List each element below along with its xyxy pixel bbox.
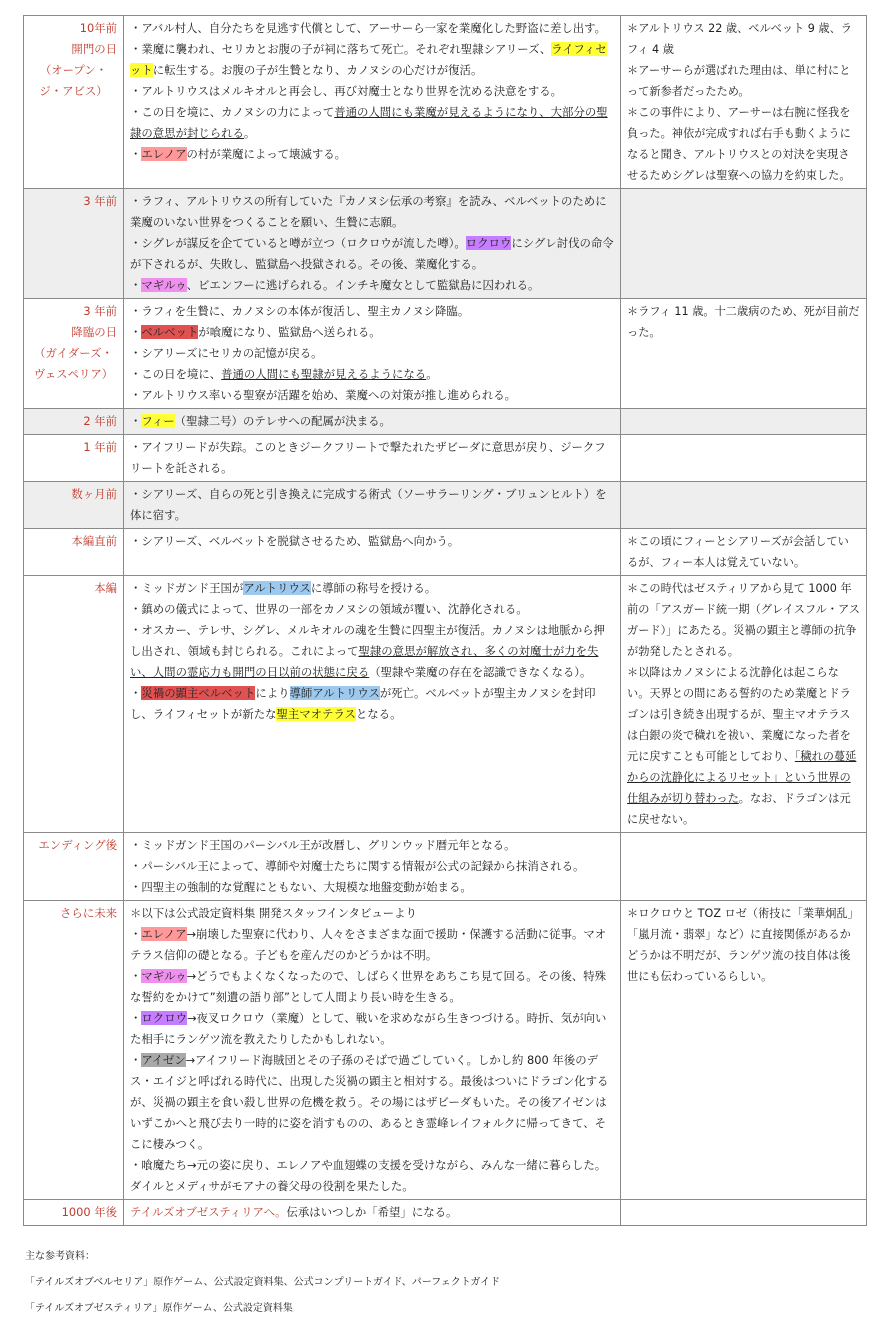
text-segment: （聖隷や業魔の存在を認識できなくなる）。 <box>369 665 592 679</box>
event-line <box>130 437 614 479</box>
era-sublabel: ジ・アビス） <box>39 84 108 98</box>
notes-cell <box>621 529 867 576</box>
note-line <box>627 578 860 662</box>
highlighted-name: ベルベット <box>141 325 199 339</box>
timeline-row <box>24 833 867 901</box>
text-segment: が死亡。ベルベットが聖主カノヌシを封印し、ライフィセットが新たな <box>130 686 596 721</box>
era-cell <box>24 833 124 901</box>
text-segment: →崩壊した聖寮に代わり、人々をさまざまな面で援助・保護する活動に従事。マオテラス信仰の礎となる。子どもを産んだのかどうかは不明。 <box>130 927 607 962</box>
text-segment: ＊アルトリウス 22 歳、ベルベット 9 歳、ラフィ 4 歳 <box>627 22 852 56</box>
timeline-row <box>24 189 867 299</box>
event-line <box>130 364 614 385</box>
timeline-row <box>24 529 867 576</box>
era-cell <box>24 482 124 529</box>
highlighted-name: 災禍の顕主ベルベット <box>141 686 256 700</box>
highlighted-name: アルトリウス <box>243 581 311 595</box>
timeline-row <box>24 482 867 529</box>
event-line <box>130 599 614 620</box>
text-segment: 伝承はいつしか「希望」になる。 <box>286 1205 458 1219</box>
event-line <box>130 484 614 526</box>
highlighted-name: マギルゥ <box>141 969 187 983</box>
text-segment: →アイフリード海賊団とその子孫のそばで過ごしていく。しかし約 800 年後のデス・エイジと呼ばれる時代に、出現した災禍の顕主と相対する。最後はついにドラゴン化するが、災禍の顕主を食い殺し世界の危機を救う。その場にはザビーダもいた。その後アイゼンはいずこかへと飛び去り一時的に姿を消すものの、あるとき霊峰レイフォルクに帰ってきて、そこに棲みつく。 <box>130 1053 609 1151</box>
era-label: さらに未来 <box>60 906 117 920</box>
text-segment: ・ラフィ、アルトリウスの所有していた『カノヌシ伝承の考察』を読み、ベルベットのために業魔のいない世界をつくることを願い、生贄に志願。 <box>130 194 607 229</box>
text-segment: ・ <box>130 414 142 428</box>
reference-item: 「テイルズオブベルセリア」原作ゲーム、公式設定資料集、公式コンプリートガイド、パーフェクトガイド <box>25 1277 501 1288</box>
event-line <box>130 877 614 898</box>
timeline-row <box>24 901 867 1200</box>
era-label: エンディング後 <box>38 838 117 852</box>
text-segment: が喰魔になり、監獄島へ送られる。 <box>198 325 381 339</box>
text-segment: ・ラフィを生贄に、カノヌシの本体が復活し、聖主カノヌシ降臨。 <box>130 304 470 318</box>
event-line <box>130 1050 614 1155</box>
event-line <box>130 233 614 275</box>
event-line <box>130 322 614 343</box>
note-line <box>627 531 860 573</box>
text-segment: ＊この事件により、アーサーは右腕に怪我を負った。神依が完成すれば右手も動くようになると聞き、アルトリウスとの対決を実現させるためシグレは聖寮への協力を約束した。 <box>627 106 851 182</box>
timeline-row <box>24 1200 867 1226</box>
event-line <box>130 343 614 364</box>
event-line <box>130 966 614 1008</box>
event-line <box>130 1008 614 1050</box>
event-line <box>130 620 614 683</box>
era-cell <box>24 1200 124 1226</box>
text-segment: の村が業魔によって壊滅する。 <box>186 147 346 161</box>
events-cell <box>124 435 621 482</box>
text-segment: ・喰魔たち→元の姿に戻り、エレノアや血翅蝶の支援を受けながら、みんな一緒に暮らした。ダイルとメディサがモアナの養父母の役割を果たした。 <box>130 1158 607 1193</box>
note-line <box>627 102 860 186</box>
notes-cell <box>621 189 867 299</box>
text-segment: ・この日を境に、カノヌシの力によって <box>130 105 335 119</box>
notes-cell <box>621 482 867 529</box>
era-sublabel: （ガイダーズ・ <box>34 346 113 360</box>
era-cell <box>24 189 124 299</box>
events-cell <box>124 529 621 576</box>
note-line <box>627 60 860 102</box>
era-label: 3 年前 <box>83 304 117 318</box>
era-label: 本編直前 <box>71 534 117 548</box>
text-segment: ・ミッドガンド王国が <box>130 581 244 595</box>
events-cell <box>124 901 621 1200</box>
era-cell <box>24 409 124 435</box>
era-label: 数ヶ月前 <box>71 487 117 501</box>
events-cell <box>124 1200 621 1226</box>
text-segment: ・ <box>130 1053 142 1067</box>
event-line <box>130 275 614 296</box>
text-segment: ＊この時代はゼスティリアから見て 1000 年前の「アスガード統一期（グレイスフル・アスガード）」にあたる。災禍の顕主と導師の抗争が勃発したとされる。 <box>627 582 860 658</box>
text-segment: ・四聖主の強制的な覚醒にともない、大規模な地盤変動が始まる。 <box>130 880 472 894</box>
event-line <box>130 1155 614 1197</box>
text-segment: ・ <box>130 927 142 941</box>
note-line <box>627 903 860 987</box>
era-label: 1 年前 <box>83 440 117 454</box>
highlighted-name: フィー <box>141 414 175 428</box>
notes-cell <box>621 576 867 833</box>
text-segment: ・パーシバル王によって、導師や対魔士たちに関する情報が公式の記録から抹消される。 <box>130 859 585 873</box>
text-segment: ・シアリーズ、ベルベットを脱獄させるため、監獄島へ向かう。 <box>130 534 460 548</box>
event-line <box>130 39 614 81</box>
timeline-body <box>24 16 867 1226</box>
event-line <box>130 18 614 39</box>
events-cell <box>124 576 621 833</box>
events-cell <box>124 299 621 409</box>
timeline-row <box>24 435 867 482</box>
era-label: 10年前 <box>79 21 117 35</box>
events-cell <box>124 189 621 299</box>
text-segment: ・シアリーズにセリカの記憶が戻る。 <box>130 346 323 360</box>
event-line <box>130 301 614 322</box>
text-segment: ・アバル村人、自分たちを見逃す代償として、アーサーら一家を業魔化した野盗に差し出す。 <box>130 21 607 35</box>
event-line <box>130 578 614 599</box>
timeline-row <box>24 576 867 833</box>
event-line <box>130 683 614 725</box>
references <box>25 1244 500 1322</box>
text-segment: ・アイフリードが失踪。このときジークフリートで撃たれたザビーダに意思が戻り、ジークフリートを託される。 <box>130 440 606 475</box>
era-cell <box>24 576 124 833</box>
text-segment: →夜叉ロクロウ（業魔）として、戦いを求めながら生きつづける。時折、気が向いた相手にランゲツ流を教えたりしたかもしれない。 <box>130 1011 607 1046</box>
highlighted-name: ライフィセット <box>130 42 607 77</box>
text-segment: ・ <box>130 686 142 700</box>
text-segment: ・ <box>130 325 142 339</box>
note-line <box>627 662 860 830</box>
highlighted-name: マギルゥ <box>141 278 187 292</box>
era-cell <box>24 529 124 576</box>
timeline-row <box>24 409 867 435</box>
event-line <box>130 411 614 432</box>
underlined-text: 「穢れの蔓延からの沈静化によるリセット」という世界の仕組みが切り替わった <box>627 750 857 805</box>
text-segment: ・シアリーズ、自らの死と引き換えに完成する術式（ソーサラーリング・ブリュンヒルト）を体に宿す。 <box>130 487 607 522</box>
era-label: 1000 年後 <box>61 1205 117 1219</box>
underlined-text: 普通の人間にも聖隷が見えるようになる <box>221 367 427 381</box>
event-line <box>130 531 614 552</box>
era-cell <box>24 901 124 1200</box>
era-label: 2 年前 <box>83 414 117 428</box>
text-segment: ＊この頃にフィーとシアリーズが会話しているが、フィー本人は覚えていない。 <box>627 535 849 569</box>
timeline-row <box>24 16 867 189</box>
red-text: テイルズオブゼスティリアへ。 <box>130 1205 287 1219</box>
event-line <box>130 903 614 924</box>
notes-cell <box>621 299 867 409</box>
text-segment: ・業魔に襲われ、セリカとお腹の子が祠に落ちて死亡。それぞれ聖隷シアリーズ、 <box>130 42 552 56</box>
highlighted-name: ロクロウ <box>465 236 512 250</box>
highlighted-name: ロクロウ <box>141 1011 187 1025</box>
era-sublabel: ヴェスペリア） <box>33 367 114 381</box>
underlined-text: 普通の人間にも業魔が見えるようになり、大部分の聖隷の意思が封じられる <box>130 105 608 140</box>
era-sublabel: 開門の日 <box>71 42 117 56</box>
notes-cell <box>621 16 867 189</box>
events-cell <box>124 482 621 529</box>
era-cell <box>24 435 124 482</box>
era-sublabel: 降臨の日 <box>71 325 117 339</box>
event-line <box>130 856 614 877</box>
highlighted-name: 導師アルトリウス <box>289 686 380 700</box>
notes-cell <box>621 1200 867 1226</box>
timeline-row <box>24 299 867 409</box>
event-line <box>130 144 614 165</box>
text-segment: 。 <box>243 126 256 140</box>
text-segment: →どうでもよくなくなったので、しばらく世界をあちこち見て回る。その後、特殊な誓約をかけて”刻遺の語り部”として人間より長い時を生きる。 <box>130 969 607 1004</box>
text-segment: ・アルトリウス率いる聖寮が活躍を始め、業魔への対策が推し進められる。 <box>130 388 517 402</box>
text-segment: により <box>255 686 290 700</box>
highlighted-name: 聖主マオテラス <box>276 707 356 721</box>
text-segment: ＊以下は公式設定資料集 開発スタッフインタビューより <box>130 906 417 920</box>
notes-cell <box>621 409 867 435</box>
text-segment: ＊アーサーらが選ばれた理由は、単に村にとって新参者だったため。 <box>627 64 851 98</box>
text-segment: ・ミッドガンド王国のパーシバル王が改暦し、グリンウッド暦元年となる。 <box>130 838 516 852</box>
notes-cell <box>621 833 867 901</box>
text-segment: ・この日を境に、 <box>130 367 222 381</box>
event-line <box>130 81 614 102</box>
event-line <box>130 385 614 406</box>
events-cell <box>124 16 621 189</box>
text-segment: ・オスカー、テレサ、シグレ、メルキオルの魂を生贄に四聖主が復活。カノヌシは地脈から押し出され、領域も封じられる。これによって <box>130 623 605 658</box>
notes-cell <box>621 435 867 482</box>
era-label: 3 年前 <box>83 194 117 208</box>
text-segment: 、ビエンフーに逃げられる。インチキ魔女として監獄島に囚われる。 <box>186 278 540 292</box>
highlighted-name: アイゼン <box>141 1053 186 1067</box>
text-segment: ・アルトリウスはメルキオルと再会し、再び対魔士となり世界を沈める決意をする。 <box>130 84 563 98</box>
timeline-table <box>23 15 867 1226</box>
text-segment: ・ <box>130 1011 142 1025</box>
event-line <box>130 191 614 233</box>
text-segment: に転生する。お腹の子が生贄となり、カノヌシの心だけが復活。 <box>152 63 483 77</box>
event-line <box>130 1202 614 1223</box>
note-line <box>627 301 860 343</box>
text-segment: ・ <box>130 278 142 292</box>
events-cell <box>124 409 621 435</box>
events-cell <box>124 833 621 901</box>
event-line <box>130 102 614 144</box>
event-line <box>130 835 614 856</box>
highlighted-name: エレノア <box>141 927 187 941</box>
text-segment: にシグレ討伐の命令が下されるが、失敗し、監獄島へ投獄される。その後、業魔化する。 <box>130 236 614 271</box>
text-segment: となる。 <box>355 707 402 721</box>
note-line <box>627 18 860 60</box>
text-segment: ＊以降はカノヌシによる沈静化は起こらない。天界との間にある誓約のため業魔とドラゴンは引き続き出現するが、聖主マオテラスは白銀の炎で穢れを祓い、業魔になった者を元に戻すことも可能としており、 <box>627 666 851 763</box>
text-segment: に導師の称号を授ける。 <box>310 581 437 595</box>
text-segment: ＊ラフィ 11 歳。十二歳病のため、死が目前だった。 <box>627 305 860 339</box>
highlighted-name: エレノア <box>141 147 187 161</box>
text-segment: （聖隷二号）のテレサへの配属が決まる。 <box>174 414 391 428</box>
era-label: 本編 <box>94 581 117 595</box>
text-segment: ・ <box>130 147 142 161</box>
text-segment: ・鎮めの儀式によって、世界の一部をカノヌシの領域が覆い、沈静化される。 <box>130 602 528 616</box>
notes-cell <box>621 901 867 1200</box>
text-segment: ・ <box>130 969 142 983</box>
text-segment: 。 <box>426 367 438 381</box>
underlined-text: 聖隷の意思が解放され、多くの対魔士が力を失い、人間の霊応力も開門の日以前の状態に戻る <box>130 644 599 679</box>
text-segment: 。なお、ドラゴンは元に戻せない。 <box>627 792 851 826</box>
references-heading: 主な参考資料： <box>25 1251 95 1262</box>
era-cell <box>24 299 124 409</box>
text-segment: ＊ロクロウと TOZ ロゼ（術技に「業華炯乱」「嵐月流・翡翠」など）に直接関係があるかどうかは不明だが、ランゲツ流の技自体は後世にも伝わっているらしい。 <box>627 907 859 983</box>
era-sublabel: （オープン・ <box>39 63 108 77</box>
reference-item: 「テイルズオブゼスティリア」原作ゲーム、公式設定資料集 <box>25 1303 293 1314</box>
text-segment: ・シグレが謀反を企てていると噂が立つ（ロクロウが流した噂）。 <box>130 236 466 250</box>
era-cell <box>24 16 124 189</box>
event-line <box>130 924 614 966</box>
